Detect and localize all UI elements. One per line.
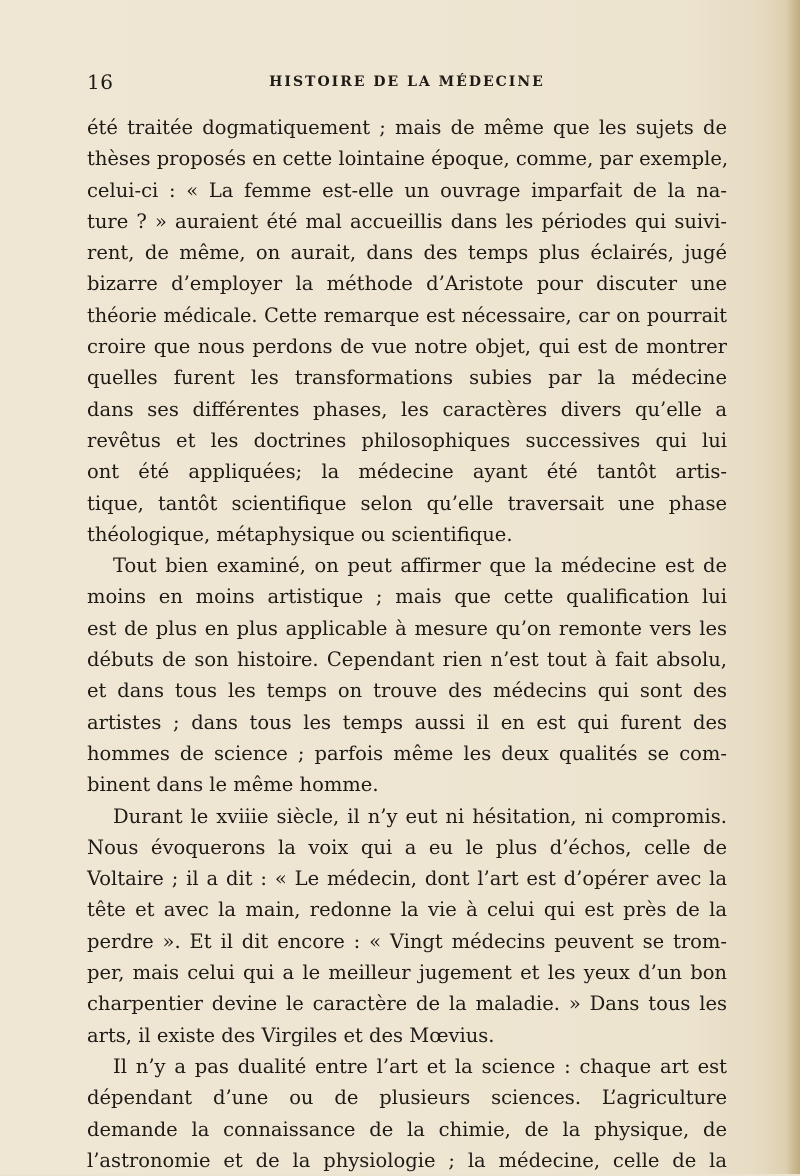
- text-line: quelles furent les transformations subies par la médecine: [87, 366, 727, 390]
- body-text: [87, 112, 727, 1176]
- text-line: demande la connaissance de la chimie, de la physique, de: [87, 1117, 727, 1141]
- text-line: revêtus et les doctrines philosophiques successives qui lui: [87, 428, 727, 452]
- text-line: ont été appliquées; la médecine ayant été tantôt artis-: [87, 460, 727, 484]
- text-line: arts, il existe des Virgiles et des Mœvius.: [87, 1023, 495, 1047]
- text-line: et dans tous les temps on trouve des médecins qui sont des: [87, 679, 727, 703]
- text-line: binent dans le même homme.: [87, 773, 379, 797]
- text-line: dépendant d’une ou de plusieurs sciences. L’agriculture: [87, 1086, 727, 1110]
- text-line: croire que nous perdons de vue notre objet, qui est de montrer: [87, 335, 727, 359]
- text-line: ture ? » auraient été mal accueillis dans les périodes qui suivi-: [87, 209, 727, 233]
- text-line: Tout bien examiné, on peut affirmer que la médecine est de: [113, 554, 727, 578]
- text-line: artistes ; dans tous les temps aussi il en est qui furent des: [87, 710, 727, 734]
- text-line: tête et avec la main, redonne la vie à celui qui est près de la: [87, 898, 727, 922]
- text-line: moins en moins artistique ; mais que cette qualification lui: [87, 585, 727, 609]
- text-line: hommes de science ; parfois même les deux qualités se com-: [87, 741, 727, 765]
- text-line: celui-ci : « La femme est-elle un ouvrage imparfait de la na-: [87, 178, 727, 202]
- text-line: été traitée dogmatiquement ; mais de même que les sujets de: [87, 116, 727, 139]
- text-line: Il n’y a pas dualité entre l’art et la science : chaque art est: [113, 1054, 727, 1078]
- text-line: est de plus en plus applicable à mesure qu’on remonte vers les: [87, 616, 727, 640]
- text-line: débuts de son histoire. Cependant rien n’est tout à fait absolu,: [87, 648, 727, 672]
- text-line: Nous évoquerons la voix qui a eu le plus d’échos, celle de: [87, 835, 727, 859]
- text-line: charpentier devine le caractère de la maladie. » Dans tous les: [87, 992, 727, 1016]
- page-header: [87, 70, 727, 100]
- text-line: Voltaire ; il a dit : « Le médecin, dont l’art est d’opérer avec la: [87, 867, 727, 891]
- page-edge-shadow: [786, 0, 800, 1174]
- text-line: perdre ». Et il dit encore : « Vingt médecins peuvent se trom-: [87, 929, 727, 953]
- text-line: rent, de même, on aurait, dans des temps plus éclairés, jugé: [87, 241, 727, 265]
- text-line: per, mais celui qui a le meilleur jugement et les yeux d’un bon: [87, 961, 727, 985]
- text-line: l’astronomie et de la physiologie ; la médecine, celle de la: [87, 1148, 727, 1172]
- text-line: Durant le xviiie siècle, il n’y eut ni hésitation, ni compromis.: [113, 804, 727, 828]
- running-title: HISTOIRE DE LA MÉDECINE: [269, 74, 545, 90]
- text-line: thèses proposés en cette lointaine époque, comme, par exemple,: [87, 147, 729, 171]
- text-line: tique, tantôt scientifique selon qu’elle traversait une phase: [87, 491, 727, 515]
- text-line: théorie médicale. Cette remarque est nécessaire, car on pourrait: [87, 303, 727, 327]
- page-number: 16: [87, 70, 114, 94]
- text-line: bizarre d’employer la méthode d’Aristote pour discuter une: [87, 272, 727, 296]
- text-line: théologique, métaphysique ou scientifique.: [87, 522, 513, 546]
- text-line: dans ses différentes phases, les caractères divers qu’elle a: [87, 397, 727, 421]
